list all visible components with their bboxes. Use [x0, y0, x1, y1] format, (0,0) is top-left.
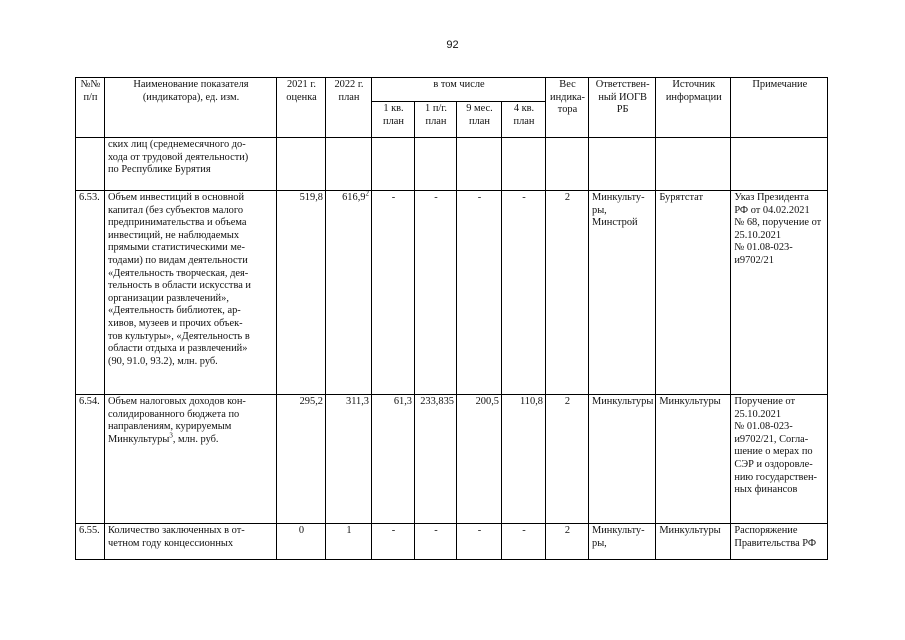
row-num — [76, 138, 105, 191]
row-weight: 2 — [546, 395, 589, 524]
footnote-mark: 3 — [169, 431, 173, 440]
row-2022: 311,3 — [326, 395, 372, 524]
row-source — [656, 138, 731, 191]
row-9m — [457, 138, 502, 191]
row-note: Указ Президента РФ от 04.02.2021 № 68, поручение от 25.10.2021 № 01.08-023- и9702/21 — [731, 191, 828, 395]
row-note — [731, 138, 828, 191]
row-q4: - — [502, 524, 546, 560]
row-2021: 295,2 — [277, 395, 326, 524]
header-row-top — [76, 78, 828, 102]
table-row — [76, 191, 828, 395]
header-num: №№ п/п — [76, 78, 105, 138]
row-9m: - — [457, 524, 502, 560]
footnote-mark: 2 — [365, 190, 369, 198]
row-h1: - — [415, 191, 457, 395]
row-q4: 110,8 — [502, 395, 546, 524]
row-2022 — [326, 191, 372, 395]
row-2021: 0 — [277, 524, 326, 560]
row-9m: - — [457, 191, 502, 395]
row-h1: - — [415, 524, 457, 560]
header-note: Примечание — [731, 78, 828, 138]
page-number: 92 — [446, 39, 459, 51]
row-responsible — [589, 138, 656, 191]
table-row — [76, 395, 828, 524]
row-q1: - — [372, 191, 415, 395]
header-h1: 1 п/г. план — [415, 102, 457, 138]
header-responsible: Ответствен- ный ИОГВ РБ — [589, 78, 656, 138]
header-weight: Вес индика- тора — [546, 78, 589, 138]
header-2022: 2022 г. план — [326, 78, 372, 138]
row-2022-value: 616,9 — [342, 192, 366, 203]
header-2021: 2021 г. оценка — [277, 78, 326, 138]
row-responsible: Минкульту- ры, — [589, 524, 656, 560]
header-9m: 9 мес. план — [457, 102, 502, 138]
header-name: Наименование показателя (индикатора), ед. изм. — [105, 78, 277, 138]
row-2021: 519,8 — [277, 191, 326, 395]
row-weight: 2 — [546, 524, 589, 560]
row-name-text: Объем налоговых доходов кон- солидированного бюджета по направлениям, курируемым Минкультуры — [108, 396, 246, 445]
row-2022: 1 — [326, 524, 372, 560]
row-name — [105, 395, 277, 524]
row-q4 — [502, 138, 546, 191]
row-num: 6.54. — [76, 395, 105, 524]
row-source: Минкультуры — [656, 524, 731, 560]
row-q1: 61,3 — [372, 395, 415, 524]
row-q1: - — [372, 524, 415, 560]
row-name-tail: , млн. руб. — [172, 433, 219, 445]
row-note: Поручение от 25.10.2021 № 01.08-023- и9702/21, Согла- шение о мерах по СЭР и оздоровле- нию государствен- ных финансов — [731, 395, 828, 524]
header-q1: 1 кв. план — [372, 102, 415, 138]
header-source: Источник информации — [656, 78, 731, 138]
row-q1 — [372, 138, 415, 191]
row-2021 — [277, 138, 326, 191]
row-weight — [546, 138, 589, 191]
row-responsible: Минкультуры — [589, 395, 656, 524]
row-source: Бурятстат — [656, 191, 731, 395]
row-h1: 233,835 — [415, 395, 457, 524]
row-note: Распоряжение Правительства РФ — [731, 524, 828, 560]
row-weight: 2 — [546, 191, 589, 395]
row-num: 6.53. — [76, 191, 105, 395]
row-name: Объем инвестиций в основной капитал (без субъектов малого предпринимательства и объема инвестиций, не наблюдаемых прямыми статистическими ме- тодами) по видам деятельности «Деятельность творческая, дея- тельность в области искусства и организации развлечений», «Деятельность библиотек, ар- хивов, музеев и прочих объек- тов культуры», «Деятельность в области отдыха и развлечений» (90, 91.0, 93.2), млн. руб. — [105, 191, 277, 395]
row-source: Минкультуры — [656, 395, 731, 524]
header-including: в том числе — [372, 78, 546, 102]
indicators-table — [75, 77, 828, 560]
row-h1 — [415, 138, 457, 191]
row-responsible: Минкульту- ры, Минстрой — [589, 191, 656, 395]
row-9m: 200,5 — [457, 395, 502, 524]
header-q4: 4 кв. план — [502, 102, 546, 138]
row-num: 6.55. — [76, 524, 105, 560]
row-name: ских лиц (среднемесячного до- хода от трудовой деятельности) по Республике Бурятия — [105, 138, 277, 191]
table-row — [76, 138, 828, 191]
row-2022 — [326, 138, 372, 191]
row-q4: - — [502, 191, 546, 395]
table-row — [76, 524, 828, 560]
row-name: Количество заключенных в от- четном году концессионных — [105, 524, 277, 560]
